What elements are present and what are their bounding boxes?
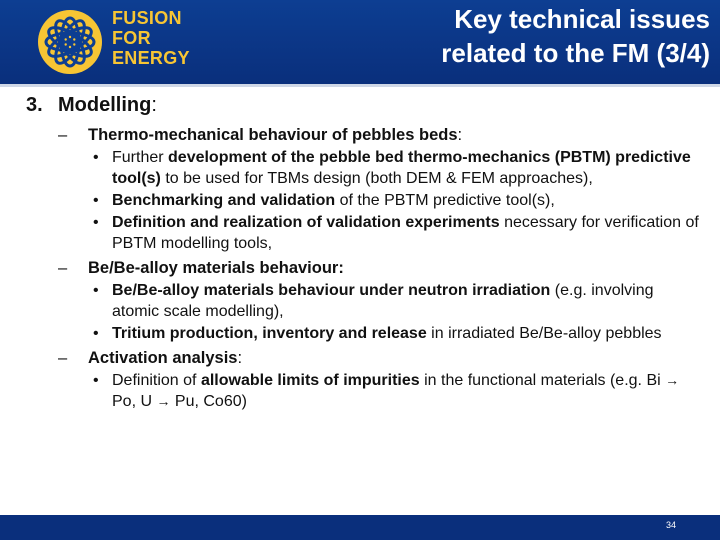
logo-word-1: FUSION — [112, 8, 182, 28]
bullet-text: in irradiated Be/Be-alloy pebbles — [426, 325, 662, 342]
logo-word-2: FOR — [112, 28, 151, 48]
page-number: 34 — [665, 520, 676, 530]
bullet-text: Po, U — [112, 393, 157, 410]
arrow-icon: → — [156, 393, 171, 409]
dash-marker: – — [58, 349, 68, 367]
logo-wordmark — [112, 8, 190, 68]
section-heading — [26, 92, 702, 118]
bullet-item — [26, 147, 702, 189]
topic-item — [26, 347, 702, 369]
footer-band — [0, 515, 720, 540]
bullet-item — [26, 190, 702, 211]
topic-label-rest: : — [237, 349, 243, 367]
topic-list — [26, 124, 702, 412]
bullet-dot: • — [93, 325, 99, 342]
slide-content — [26, 92, 702, 412]
bullet-text-bold: Benchmarking and validation — [112, 192, 336, 209]
bullet-dot: • — [93, 149, 99, 166]
bullet-text-bold: allowable limits of impurities — [200, 372, 420, 389]
dash-marker: – — [58, 259, 68, 277]
bullet-text: necessary for verification of PBTM modelling tools, — [112, 214, 699, 252]
bullet-dot: • — [93, 214, 99, 231]
topic-label-bold: Be/Be-alloy materials behaviour: — [88, 259, 344, 277]
bullet-text: Further — [112, 149, 169, 166]
bullet-item — [26, 370, 702, 412]
bullet-text: to be used for TBMs design (both DEM & FEM approaches), — [160, 170, 593, 187]
bullet-text: in the functional materials (e.g. Bi — [419, 372, 666, 389]
topic-label — [88, 126, 462, 144]
topic-label-bold: Thermo-mechanical behaviour of pebbles beds — [88, 126, 458, 144]
section-title: Modelling — [58, 94, 152, 116]
logo-word-3: ENERGY — [112, 48, 190, 68]
slide-title — [290, 2, 710, 70]
topic-label — [88, 259, 344, 277]
topic-label-bold: Activation analysis — [88, 349, 238, 367]
bullet-text: (e.g. involving atomic scale modelling), — [112, 282, 654, 320]
section-colon: : — [151, 94, 157, 116]
bullet-dot: • — [93, 282, 99, 299]
header-divider — [0, 84, 720, 87]
bullet-text-bold: Definition and realization of validation experiments — [112, 214, 500, 231]
title-line-2: related to the FM (3/4) — [441, 38, 710, 68]
bullet-text: Pu, Co60) — [170, 393, 247, 410]
topic-label — [88, 349, 242, 367]
title-line-1: Key technical issues — [454, 4, 710, 34]
arrow-icon: → — [665, 372, 680, 388]
bullet-dot: • — [93, 192, 99, 209]
topic-item — [26, 124, 702, 146]
topic-item — [26, 257, 702, 279]
logo-emblem — [38, 10, 102, 74]
dash-marker: – — [58, 126, 68, 144]
bullet-text: of the PBTM predictive tool(s), — [335, 192, 555, 209]
bullet-text-bold: development of the pebble bed thermo-mechanics (PBTM) predictive tool(s) — [112, 149, 691, 187]
bullet-item — [26, 323, 702, 344]
header-band — [0, 0, 720, 84]
bullet-item — [26, 280, 702, 322]
bullet-text: Definition of — [112, 372, 201, 389]
bullet-item — [26, 212, 702, 254]
bullet-dot: • — [93, 372, 99, 389]
bullet-text-bold: Be/Be-alloy materials behaviour under neutron irradiation — [112, 282, 551, 299]
topic-label-rest: : — [457, 126, 463, 144]
bullet-text-bold: Tritium production, inventory and release — [112, 325, 427, 342]
section-number: 3. — [26, 94, 43, 116]
